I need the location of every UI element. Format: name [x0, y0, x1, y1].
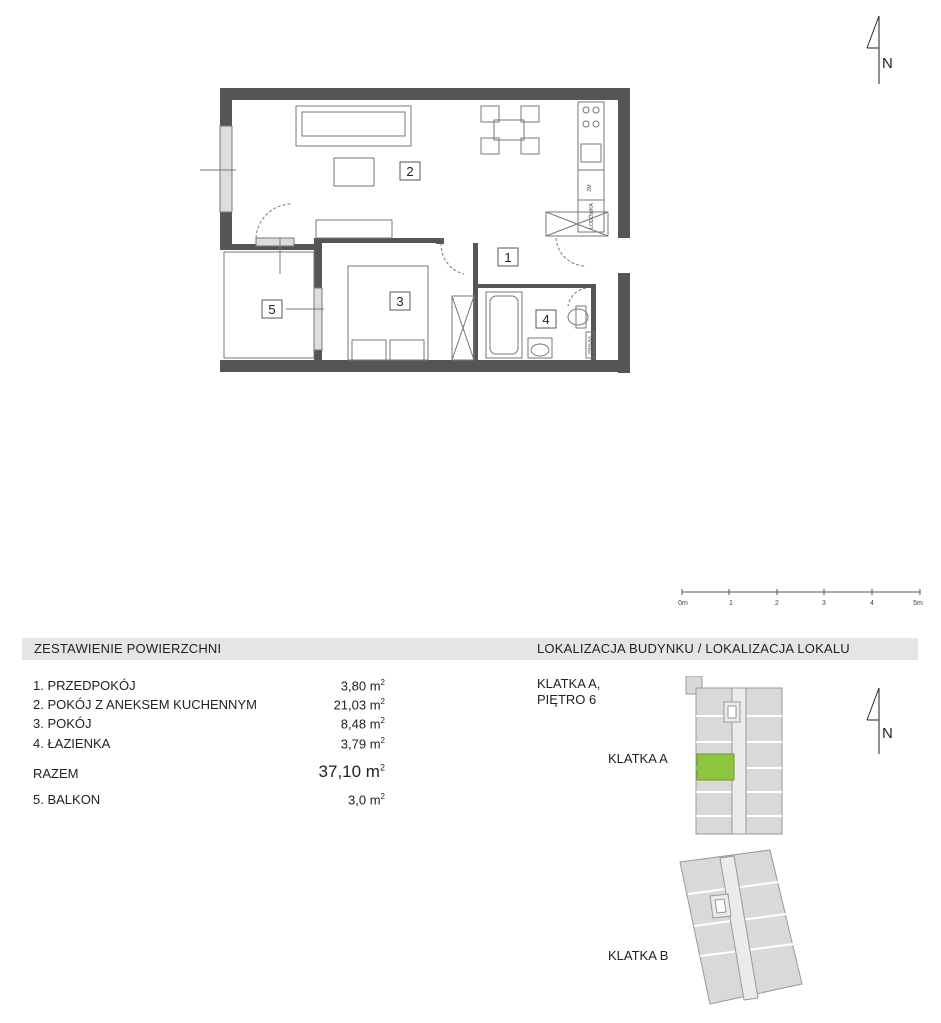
unit-superscript: 2: [379, 762, 385, 773]
unit-superscript: 2: [380, 716, 385, 725]
room-label-2: [400, 162, 420, 180]
scale-tick: 3: [822, 600, 826, 607]
areas-header-bar: [22, 638, 918, 660]
area-value: 3,79 m: [340, 736, 381, 752]
scale-tick: 0m: [678, 600, 688, 607]
klatka-b-label: KLATKA B: [608, 948, 669, 963]
unit-superscript: 2: [380, 792, 385, 801]
areas-header: ZESTAWIENIE POWIERZCHNI: [34, 641, 222, 656]
room-label-3: [390, 292, 410, 310]
washer-label: PRALKA: [587, 336, 592, 354]
svg-text:1: 1: [504, 250, 512, 265]
area-label: 3. POKÓJ: [33, 716, 92, 731]
north-label: N: [882, 725, 893, 742]
kitchen-counter: [546, 102, 608, 236]
building-a-plan: [680, 676, 796, 840]
wardrobe: [452, 296, 474, 360]
area-label: 2. POKÓJ Z ANEKSEM KUCHENNYM: [33, 697, 257, 712]
unit-superscript: 2: [380, 678, 385, 687]
fridge-label: LODÓWKA: [589, 203, 595, 229]
coffee-table: [334, 158, 374, 186]
north-label: N: [882, 55, 893, 72]
total-value: 37,10 m: [318, 762, 380, 781]
balcony-label: 5. BALKON: [33, 792, 101, 807]
svg-text:4: 4: [542, 312, 550, 327]
area-value: 3,80 m: [340, 678, 381, 694]
north-arrow-icon: [862, 686, 902, 758]
area-value: 21,03 m: [333, 697, 381, 713]
sofa: [296, 106, 411, 146]
area-label: 1. PRZEDPOKÓJ: [33, 678, 136, 693]
svg-text:3: 3: [396, 294, 404, 309]
svg-text:2: 2: [406, 164, 414, 179]
room-label-1: [498, 248, 518, 266]
floor-plan: [196, 88, 636, 380]
tv-cabinet: [316, 220, 392, 238]
apartment-highlight: [697, 754, 734, 780]
room-label-5: [262, 300, 282, 318]
bed: [348, 266, 428, 360]
scale-tick: 2: [775, 600, 779, 607]
scale-tick: 1: [729, 600, 733, 607]
walls: [220, 88, 630, 373]
bathtub: [486, 292, 522, 358]
washbasin: [528, 338, 552, 358]
balcony-value: 3,0 m: [348, 792, 381, 808]
room-label-4: [536, 310, 556, 328]
scale-tick: 4: [870, 600, 874, 607]
stair-floor-line1: KLATKA A,: [537, 676, 601, 691]
svg-text:5: 5: [268, 302, 276, 317]
area-value: 8,48 m: [340, 716, 381, 732]
toilet: [568, 306, 588, 328]
scale-bar: [674, 586, 934, 610]
scale-tick: 5m: [913, 600, 923, 607]
north-arrow-icon: [862, 14, 902, 86]
area-label: 4. ŁAZIENKA: [33, 736, 111, 751]
unit-superscript: 2: [380, 736, 385, 745]
klatka-a-label: KLATKA A: [608, 751, 668, 766]
total-label: RAZEM: [33, 766, 79, 781]
unit-superscript: 2: [380, 697, 385, 706]
dining-set: [481, 106, 539, 154]
door-swing: [256, 204, 586, 306]
dishwasher-label: ZM: [587, 184, 593, 192]
stair-floor-line2: PIĘTRO 6: [537, 692, 597, 707]
location-header: LOKALIZACJA BUDYNKU / LOKALIZACJA LOKALU: [537, 641, 850, 656]
building-b-plan: [674, 846, 806, 1010]
